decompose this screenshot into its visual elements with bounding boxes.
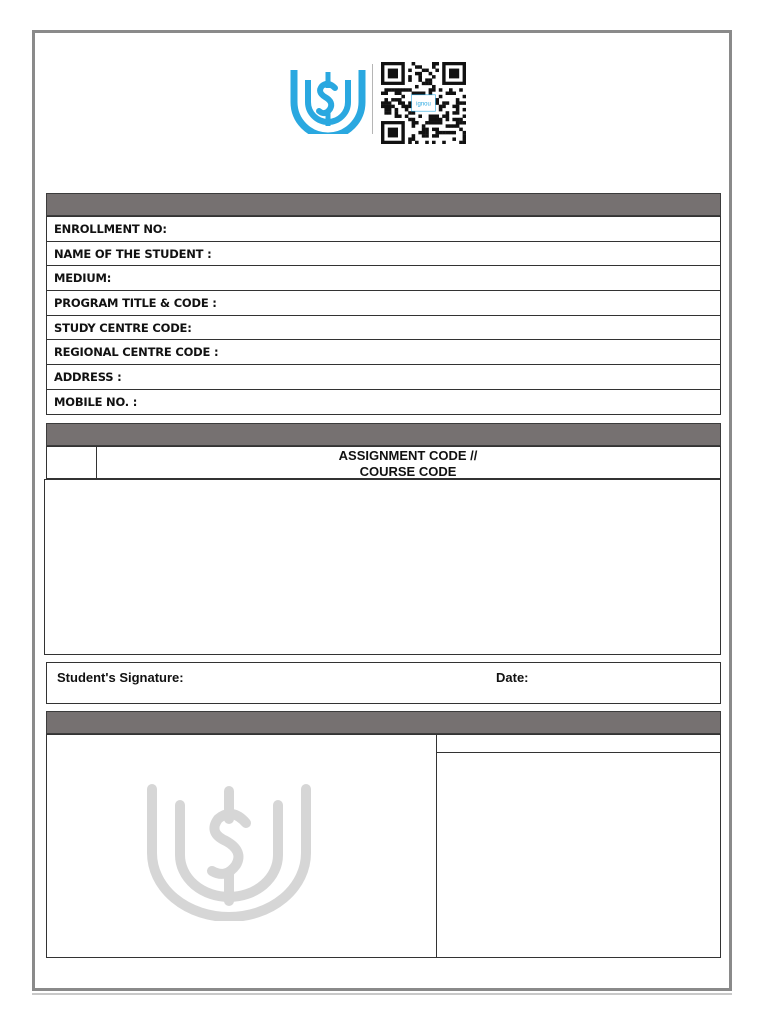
student-field-label[interactable]: ADDRESS : xyxy=(47,365,721,390)
student-field-label[interactable]: REGIONAL CENTRE CODE : xyxy=(47,340,721,365)
footer-header-bar xyxy=(46,711,721,734)
student-field-row xyxy=(47,217,721,242)
student-field-label[interactable]: MOBILE NO. : xyxy=(47,389,721,414)
course-code-label: COURSE CODE xyxy=(359,464,457,479)
assignment-code-entry-box[interactable] xyxy=(44,479,721,655)
student-details-header-bar xyxy=(46,193,721,216)
student-field-label[interactable]: NAME OF THE STUDENT : xyxy=(47,241,721,266)
serial-cell xyxy=(47,447,97,478)
student-field-row xyxy=(47,291,721,316)
assignment-code-row xyxy=(46,446,721,479)
student-field-row xyxy=(47,315,721,340)
signature-box xyxy=(46,662,721,704)
watermark-panel xyxy=(46,734,437,958)
student-field-label[interactable]: STUDY CENTRE CODE: xyxy=(47,315,721,340)
student-field-row xyxy=(47,241,721,266)
student-details-table xyxy=(46,216,721,415)
ignou-emblem-watermark-icon xyxy=(144,783,314,921)
assignment-code-label: ASSIGNMENT CODE // xyxy=(338,448,478,463)
ignou-emblem-icon xyxy=(290,66,366,134)
qr-code-icon xyxy=(381,62,466,144)
student-field-row xyxy=(47,389,721,414)
evaluation-panel xyxy=(436,734,721,958)
logo-divider xyxy=(372,64,373,134)
student-field-label[interactable]: PROGRAM TITLE & CODE : xyxy=(47,291,721,316)
qr-badge-text: ignou xyxy=(416,101,431,108)
student-field-label[interactable]: MEDIUM: xyxy=(47,266,721,291)
student-signature-label: Student's Signature: xyxy=(57,670,184,685)
page-frame-shadow xyxy=(32,993,732,995)
student-field-row xyxy=(47,340,721,365)
evaluation-divider xyxy=(437,752,720,753)
student-field-label[interactable]: ENROLLMENT NO: xyxy=(47,217,721,242)
assignment-header-bar xyxy=(46,423,721,446)
assignment-code-heading xyxy=(96,448,720,480)
date-label: Date: xyxy=(496,670,529,685)
student-field-row xyxy=(47,266,721,291)
student-field-row xyxy=(47,365,721,390)
